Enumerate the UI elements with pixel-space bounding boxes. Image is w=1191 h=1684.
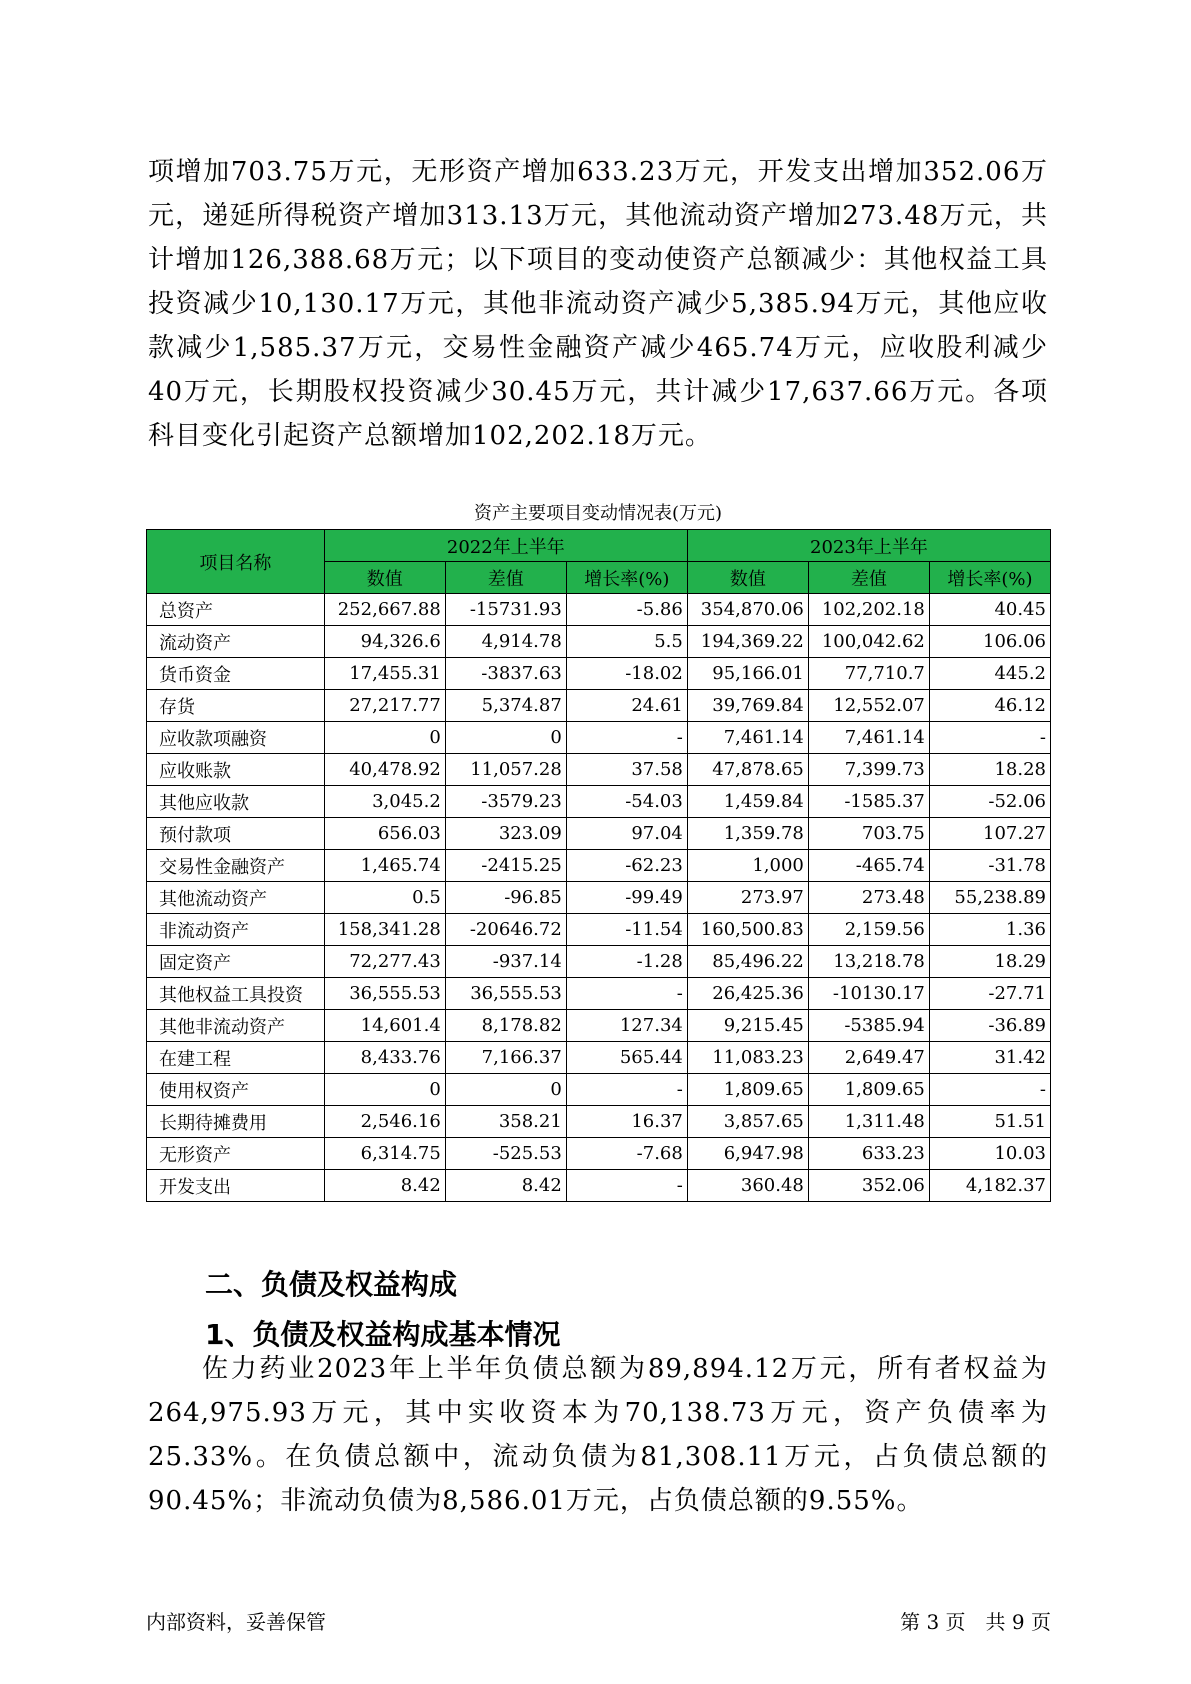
intro-paragraph: 项增加703.75万元，无形资产增加633.23万元，开发支出增加352.06万元，递延所得税资产增加313.13万元，其他流动资产增加273.48万元，共计增加126,388.68万元；以下项目的变动使资产总额减少：其他权益工具投资减少10,130.17万元，其他非流动资产减少5,385.94万元，其他应收款减少1,585.37万元，交易性金融资产减少465.74万元，应收股利减少40万元，长期股权投资减少30.45万元，共计减少17,637.66万元。各项科目变化引起资产总额增加102,202.18万元。 <box>148 157 1048 451</box>
asset-change-table <box>146 529 1051 1202</box>
cell-value-2023: 1,459.84 <box>687 786 808 818</box>
cell-growth-2023: -36.89 <box>929 1010 1050 1042</box>
cell-value-2022: 27,217.77 <box>324 690 445 722</box>
cell-value-2023: 26,425.36 <box>687 978 808 1010</box>
cell-growth-2022: - <box>566 1074 687 1106</box>
header-value-2023: 数值 <box>687 562 808 594</box>
table-row <box>147 914 1051 946</box>
table-row <box>147 1042 1051 1074</box>
cell-value-2022: 6,314.75 <box>324 1138 445 1170</box>
cell-value-2023: 194,369.22 <box>687 626 808 658</box>
cell-name: 存货 <box>147 690 325 722</box>
cell-diff-2022: -96.85 <box>445 882 566 914</box>
cell-value-2022: 0 <box>324 1074 445 1106</box>
cell-name: 其他非流动资产 <box>147 1010 325 1042</box>
cell-diff-2022: -2415.25 <box>445 850 566 882</box>
cell-value-2022: 72,277.43 <box>324 946 445 978</box>
cell-growth-2023: 106.06 <box>929 626 1050 658</box>
cell-value-2022: 158,341.28 <box>324 914 445 946</box>
cell-value-2023: 354,870.06 <box>687 594 808 626</box>
cell-name: 交易性金融资产 <box>147 850 325 882</box>
cell-name: 在建工程 <box>147 1042 325 1074</box>
cell-diff-2022: -525.53 <box>445 1138 566 1170</box>
cell-value-2022: 252,667.88 <box>324 594 445 626</box>
cell-diff-2022: 0 <box>445 1074 566 1106</box>
cell-diff-2022: -3837.63 <box>445 658 566 690</box>
cell-growth-2022: 97.04 <box>566 818 687 850</box>
table-row <box>147 1170 1051 1202</box>
cell-growth-2023: 40.45 <box>929 594 1050 626</box>
cell-growth-2022: - <box>566 1170 687 1202</box>
cell-growth-2023: -27.71 <box>929 978 1050 1010</box>
cell-name: 开发支出 <box>147 1170 325 1202</box>
cell-growth-2022: -54.03 <box>566 786 687 818</box>
cell-value-2023: 11,083.23 <box>687 1042 808 1074</box>
cell-value-2023: 1,000 <box>687 850 808 882</box>
cell-growth-2023: 10.03 <box>929 1138 1050 1170</box>
cell-growth-2022: -1.28 <box>566 946 687 978</box>
cell-value-2022: 8,433.76 <box>324 1042 445 1074</box>
cell-name: 流动资产 <box>147 626 325 658</box>
cell-value-2022: 94,326.6 <box>324 626 445 658</box>
cell-name: 长期待摊费用 <box>147 1106 325 1138</box>
table-row <box>147 1010 1051 1042</box>
cell-growth-2023: 31.42 <box>929 1042 1050 1074</box>
cell-growth-2022: -5.86 <box>566 594 687 626</box>
table-row <box>147 882 1051 914</box>
cell-diff-2023: 273.48 <box>808 882 929 914</box>
cell-value-2023: 160,500.83 <box>687 914 808 946</box>
cell-diff-2022: 7,166.37 <box>445 1042 566 1074</box>
cell-name: 应收账款 <box>147 754 325 786</box>
cell-growth-2022: 16.37 <box>566 1106 687 1138</box>
cell-diff-2023: -465.74 <box>808 850 929 882</box>
header-period-2023: 2023年上半年 <box>687 530 1050 562</box>
cell-name: 固定资产 <box>147 946 325 978</box>
cell-value-2023: 273.97 <box>687 882 808 914</box>
cell-value-2023: 6,947.98 <box>687 1138 808 1170</box>
cell-name: 其他权益工具投资 <box>147 978 325 1010</box>
liability-paragraph: 佐力药业2023年上半年负债总额为89,894.12万元，所有者权益为264,975.93万元，其中实收资本为70,138.73万元，资产负债率为25.33%。在负债总额中，流动负债为81,308.11万元，占负债总额的90.45%；非流动负债为8,586.01万元，占负债总额的9.55%。 <box>148 1354 1048 1516</box>
cell-growth-2022: -62.23 <box>566 850 687 882</box>
cell-name: 使用权资产 <box>147 1074 325 1106</box>
cell-growth-2022: - <box>566 722 687 754</box>
cell-diff-2023: -1585.37 <box>808 786 929 818</box>
cell-growth-2023: 1.36 <box>929 914 1050 946</box>
cell-diff-2022: -3579.23 <box>445 786 566 818</box>
table-row <box>147 850 1051 882</box>
header-diff-2022: 差值 <box>445 562 566 594</box>
cell-diff-2022: 8,178.82 <box>445 1010 566 1042</box>
footer-page-number: 第 3 页 共 9 页 <box>900 1610 1051 1634</box>
cell-diff-2023: 100,042.62 <box>808 626 929 658</box>
table-row <box>147 690 1051 722</box>
cell-diff-2023: 703.75 <box>808 818 929 850</box>
cell-diff-2023: 633.23 <box>808 1138 929 1170</box>
cell-diff-2022: 358.21 <box>445 1106 566 1138</box>
cell-diff-2023: 13,218.78 <box>808 946 929 978</box>
cell-value-2022: 0 <box>324 722 445 754</box>
cell-name: 总资产 <box>147 594 325 626</box>
cell-growth-2023: - <box>929 722 1050 754</box>
table-row <box>147 1074 1051 1106</box>
cell-growth-2022: 565.44 <box>566 1042 687 1074</box>
cell-growth-2022: - <box>566 978 687 1010</box>
cell-growth-2023: 107.27 <box>929 818 1050 850</box>
cell-growth-2022: -7.68 <box>566 1138 687 1170</box>
cell-value-2022: 656.03 <box>324 818 445 850</box>
cell-diff-2023: 77,710.7 <box>808 658 929 690</box>
table-row <box>147 722 1051 754</box>
header-growth-2022: 增长率(%) <box>566 562 687 594</box>
cell-growth-2022: 127.34 <box>566 1010 687 1042</box>
cell-growth-2022: 24.61 <box>566 690 687 722</box>
table-row <box>147 754 1051 786</box>
cell-value-2023: 1,809.65 <box>687 1074 808 1106</box>
cell-value-2023: 39,769.84 <box>687 690 808 722</box>
header-growth-2023: 增长率(%) <box>929 562 1050 594</box>
cell-value-2023: 47,878.65 <box>687 754 808 786</box>
cell-growth-2023: 46.12 <box>929 690 1050 722</box>
header-period-2022: 2022年上半年 <box>324 530 687 562</box>
cell-diff-2022: -20646.72 <box>445 914 566 946</box>
cell-diff-2022: 5,374.87 <box>445 690 566 722</box>
table-row <box>147 978 1051 1010</box>
cell-growth-2023: - <box>929 1074 1050 1106</box>
header-item-name: 项目名称 <box>147 530 325 594</box>
cell-growth-2023: 51.51 <box>929 1106 1050 1138</box>
cell-diff-2023: 102,202.18 <box>808 594 929 626</box>
table-row <box>147 658 1051 690</box>
section-heading: 二、负债及权益构成 <box>205 1268 458 1301</box>
cell-diff-2023: 7,399.73 <box>808 754 929 786</box>
cell-growth-2023: 4,182.37 <box>929 1170 1050 1202</box>
cell-diff-2023: 7,461.14 <box>808 722 929 754</box>
cell-diff-2023: 12,552.07 <box>808 690 929 722</box>
cell-value-2023: 95,166.01 <box>687 658 808 690</box>
cell-diff-2023: 2,649.47 <box>808 1042 929 1074</box>
cell-diff-2022: -937.14 <box>445 946 566 978</box>
table-row <box>147 818 1051 850</box>
table-row <box>147 626 1051 658</box>
cell-diff-2023: -10130.17 <box>808 978 929 1010</box>
cell-name: 应收款项融资 <box>147 722 325 754</box>
cell-value-2023: 9,215.45 <box>687 1010 808 1042</box>
cell-value-2022: 2,546.16 <box>324 1106 445 1138</box>
cell-value-2022: 3,045.2 <box>324 786 445 818</box>
cell-growth-2023: 445.2 <box>929 658 1050 690</box>
header-diff-2023: 差值 <box>808 562 929 594</box>
header-value-2022: 数值 <box>324 562 445 594</box>
cell-growth-2022: -99.49 <box>566 882 687 914</box>
table-body <box>147 594 1051 1202</box>
table-caption: 资产主要项目变动情况表(万元) <box>473 503 723 524</box>
cell-name: 其他流动资产 <box>147 882 325 914</box>
cell-diff-2023: 352.06 <box>808 1170 929 1202</box>
cell-value-2022: 17,455.31 <box>324 658 445 690</box>
cell-value-2022: 40,478.92 <box>324 754 445 786</box>
cell-diff-2023: -5385.94 <box>808 1010 929 1042</box>
cell-diff-2023: 1,809.65 <box>808 1074 929 1106</box>
cell-value-2023: 1,359.78 <box>687 818 808 850</box>
footer-confidential-note: 内部资料，妥善保管 <box>146 1610 326 1634</box>
cell-growth-2023: 55,238.89 <box>929 882 1050 914</box>
cell-name: 非流动资产 <box>147 914 325 946</box>
cell-value-2022: 0.5 <box>324 882 445 914</box>
table-row <box>147 1138 1051 1170</box>
cell-diff-2022: -15731.93 <box>445 594 566 626</box>
cell-value-2023: 360.48 <box>687 1170 808 1202</box>
table-row <box>147 946 1051 978</box>
cell-growth-2022: -18.02 <box>566 658 687 690</box>
cell-growth-2022: 5.5 <box>566 626 687 658</box>
table-row <box>147 786 1051 818</box>
cell-value-2022: 1,465.74 <box>324 850 445 882</box>
cell-name: 预付款项 <box>147 818 325 850</box>
cell-name: 货币资金 <box>147 658 325 690</box>
cell-diff-2023: 2,159.56 <box>808 914 929 946</box>
cell-diff-2022: 11,057.28 <box>445 754 566 786</box>
cell-value-2023: 3,857.65 <box>687 1106 808 1138</box>
cell-diff-2022: 8.42 <box>445 1170 566 1202</box>
cell-diff-2022: 4,914.78 <box>445 626 566 658</box>
cell-diff-2022: 36,555.53 <box>445 978 566 1010</box>
cell-value-2022: 8.42 <box>324 1170 445 1202</box>
cell-value-2023: 85,496.22 <box>687 946 808 978</box>
cell-growth-2022: -11.54 <box>566 914 687 946</box>
cell-growth-2023: 18.29 <box>929 946 1050 978</box>
table-row <box>147 594 1051 626</box>
cell-value-2022: 14,601.4 <box>324 1010 445 1042</box>
cell-value-2022: 36,555.53 <box>324 978 445 1010</box>
table-row <box>147 1106 1051 1138</box>
subsection-heading: 1、负债及权益构成基本情况 <box>205 1318 561 1351</box>
cell-growth-2023: -31.78 <box>929 850 1050 882</box>
cell-diff-2022: 323.09 <box>445 818 566 850</box>
cell-name: 无形资产 <box>147 1138 325 1170</box>
cell-growth-2023: 18.28 <box>929 754 1050 786</box>
cell-growth-2023: -52.06 <box>929 786 1050 818</box>
cell-value-2023: 7,461.14 <box>687 722 808 754</box>
cell-diff-2023: 1,311.48 <box>808 1106 929 1138</box>
cell-diff-2022: 0 <box>445 722 566 754</box>
cell-growth-2022: 37.58 <box>566 754 687 786</box>
cell-name: 其他应收款 <box>147 786 325 818</box>
